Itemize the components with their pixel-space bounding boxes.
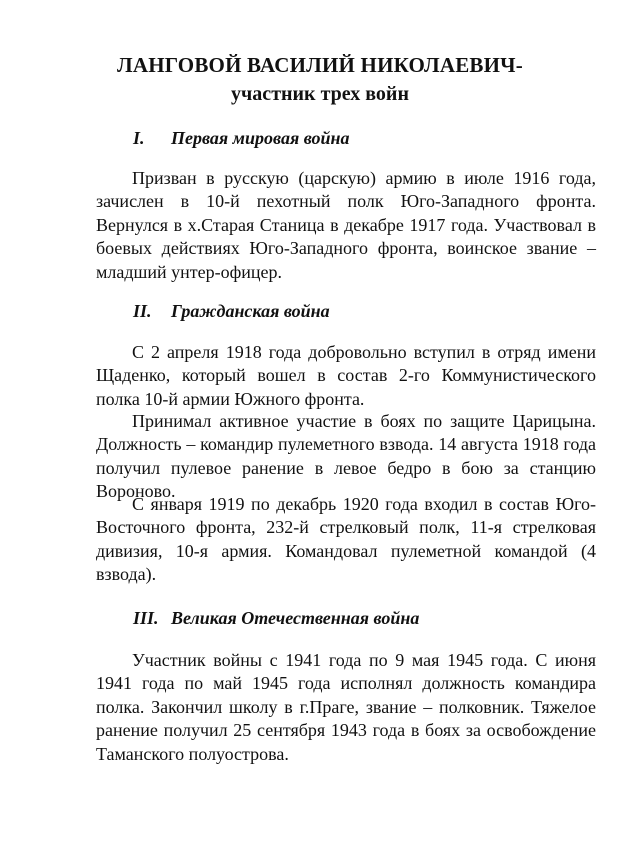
paragraph: Участник войны с 1941 года по 9 мая 1945 года. С июня 1941 года по май 1945 года исполнял должность командира полка. Закончил школу в г.Праге, звание – полковник. Тяжелое ранение получил 25 сентября 1943 года в боях за освобождение Таманского полуострова. [96,650,596,764]
paragraph: С 2 апреля 1918 года добровольно вступил в отряд имени Щаденко, который вошел в состав 2-го Коммунистического полка 10-й армии Южного фронта. [96,342,596,409]
section-title: Великая Отечественная война [171,608,420,628]
section-heading-1 [133,127,350,149]
section-title: Первая мировая война [171,128,350,148]
paragraph: С января 1919 по декабрь 1920 года входил в состав Юго-Восточного фронта, 232-й стрелковый полк, 11-я стрелковая дивизия, 10-я армия. Командовал пулеметной командой (4 взвода). [96,494,596,585]
section-number: II. [133,301,152,321]
document-title: ЛАНГОВОЙ ВАСИЛИЙ НИКОЛАЕВИЧ- [117,53,523,77]
paragraph: Призван в русскую (царскую) армию в июле 1916 года, зачислен в 10-й пехотный полк Юго-Западного фронта. Вернулся в х.Старая Станица в декабре 1917 года. Участвовал в боевых действиях Юго-Западного фронта, воинское звание – младший унтер-офицер. [96,168,596,282]
section-number: I. [133,128,145,148]
paragraph: Принимал активное участие в боях по защите Царицына. Должность – командир пулеметного взвода. 14 августа 1918 года получил пулевое ранение в левое бедро в бою за станцию Вороново. [96,411,596,502]
section-number: III. [133,608,159,628]
section-title: Гражданская война [171,301,330,321]
section-heading-2 [133,300,330,322]
document-subtitle: участник трех войн [231,83,409,105]
section-heading-3 [133,607,419,629]
